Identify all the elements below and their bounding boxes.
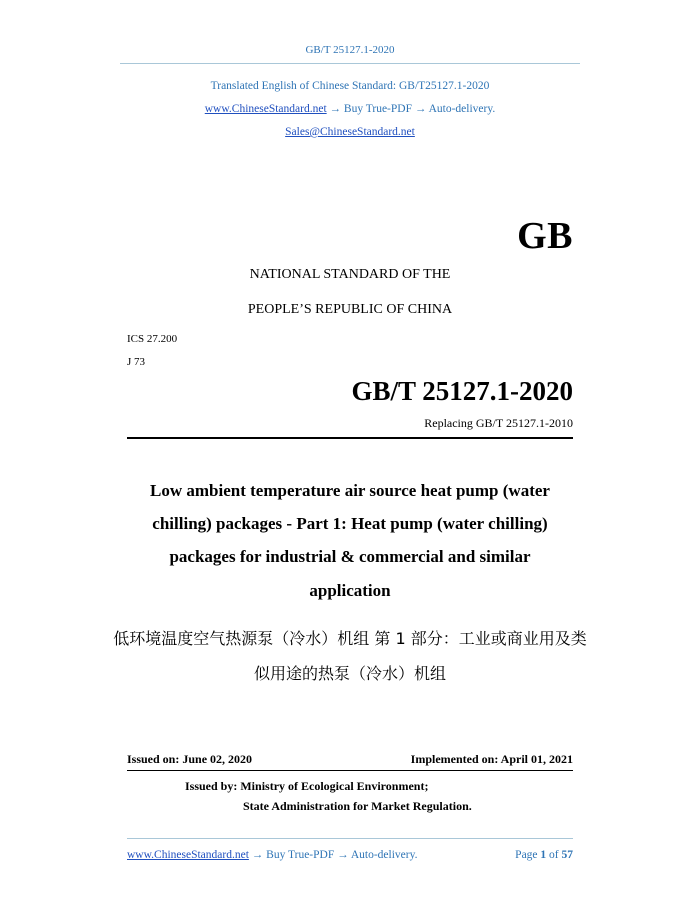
issued-rule <box>127 770 573 771</box>
purchase-text: → Buy True-PDF → Auto-delivery. <box>326 103 496 115</box>
footer-site-link[interactable]: www.ChineseStandard.net <box>127 849 249 861</box>
email-line <box>0 126 700 138</box>
national-standard-line1: NATIONAL STANDARD OF THE <box>249 267 451 282</box>
site-link[interactable]: www.ChineseStandard.net <box>204 103 327 115</box>
email-link[interactable]: Sales@ChineseStandard.net <box>285 126 415 138</box>
issued-on: Issued on: June 02, 2020 <box>127 752 253 766</box>
chinese-title-line-1: 低环境温度空气热源泵（冷水）机组 第 1 部分：工业或商业用及类 <box>113 629 587 648</box>
page-prefix: Page <box>515 849 541 861</box>
page-indicator <box>515 849 573 861</box>
issued-by-line1: Issued by: Ministry of Ecological Environment; <box>185 779 429 793</box>
header-divider <box>120 63 580 64</box>
title-rule <box>127 437 573 439</box>
implemented-on: Implemented on: April 01, 2021 <box>410 752 573 766</box>
page-total: 57 <box>561 849 573 861</box>
chinese-title-line-2: 似用途的热泵（冷水）机组 <box>253 664 446 683</box>
ics-code: ICS 27.200 <box>127 333 178 345</box>
issued-by-line2: State Administration for Market Regulation. <box>243 799 472 813</box>
title-line-3: packages for industrial & commercial and similar <box>169 547 531 566</box>
running-header: GB/T 25127.1-2020 <box>305 44 395 56</box>
title-line-2: chilling) packages - Part 1: Heat pump (water chilling) <box>152 514 548 533</box>
ccs-code: J 73 <box>127 356 146 368</box>
page-current: 1 <box>540 849 547 861</box>
translation-notice: Translated English of Chinese Standard: GB/T25127.1-2020 <box>210 80 490 92</box>
purchase-line <box>0 103 700 115</box>
footer-purchase-line <box>127 849 417 861</box>
gb-logo: GB <box>517 215 573 257</box>
footer-divider <box>127 838 573 839</box>
title-line-1: Low ambient temperature air source heat pump (water <box>150 481 550 500</box>
footer-purchase-text: → Buy True-PDF → Auto-delivery. <box>248 849 418 861</box>
page-of: of <box>546 849 562 861</box>
standard-number: GB/T 25127.1-2020 <box>351 376 573 406</box>
national-standard-line2: PEOPLE’S REPUBLIC OF CHINA <box>247 302 453 317</box>
title-line-4: application <box>309 581 391 600</box>
replacing-note: Replacing GB/T 25127.1-2010 <box>424 416 573 430</box>
